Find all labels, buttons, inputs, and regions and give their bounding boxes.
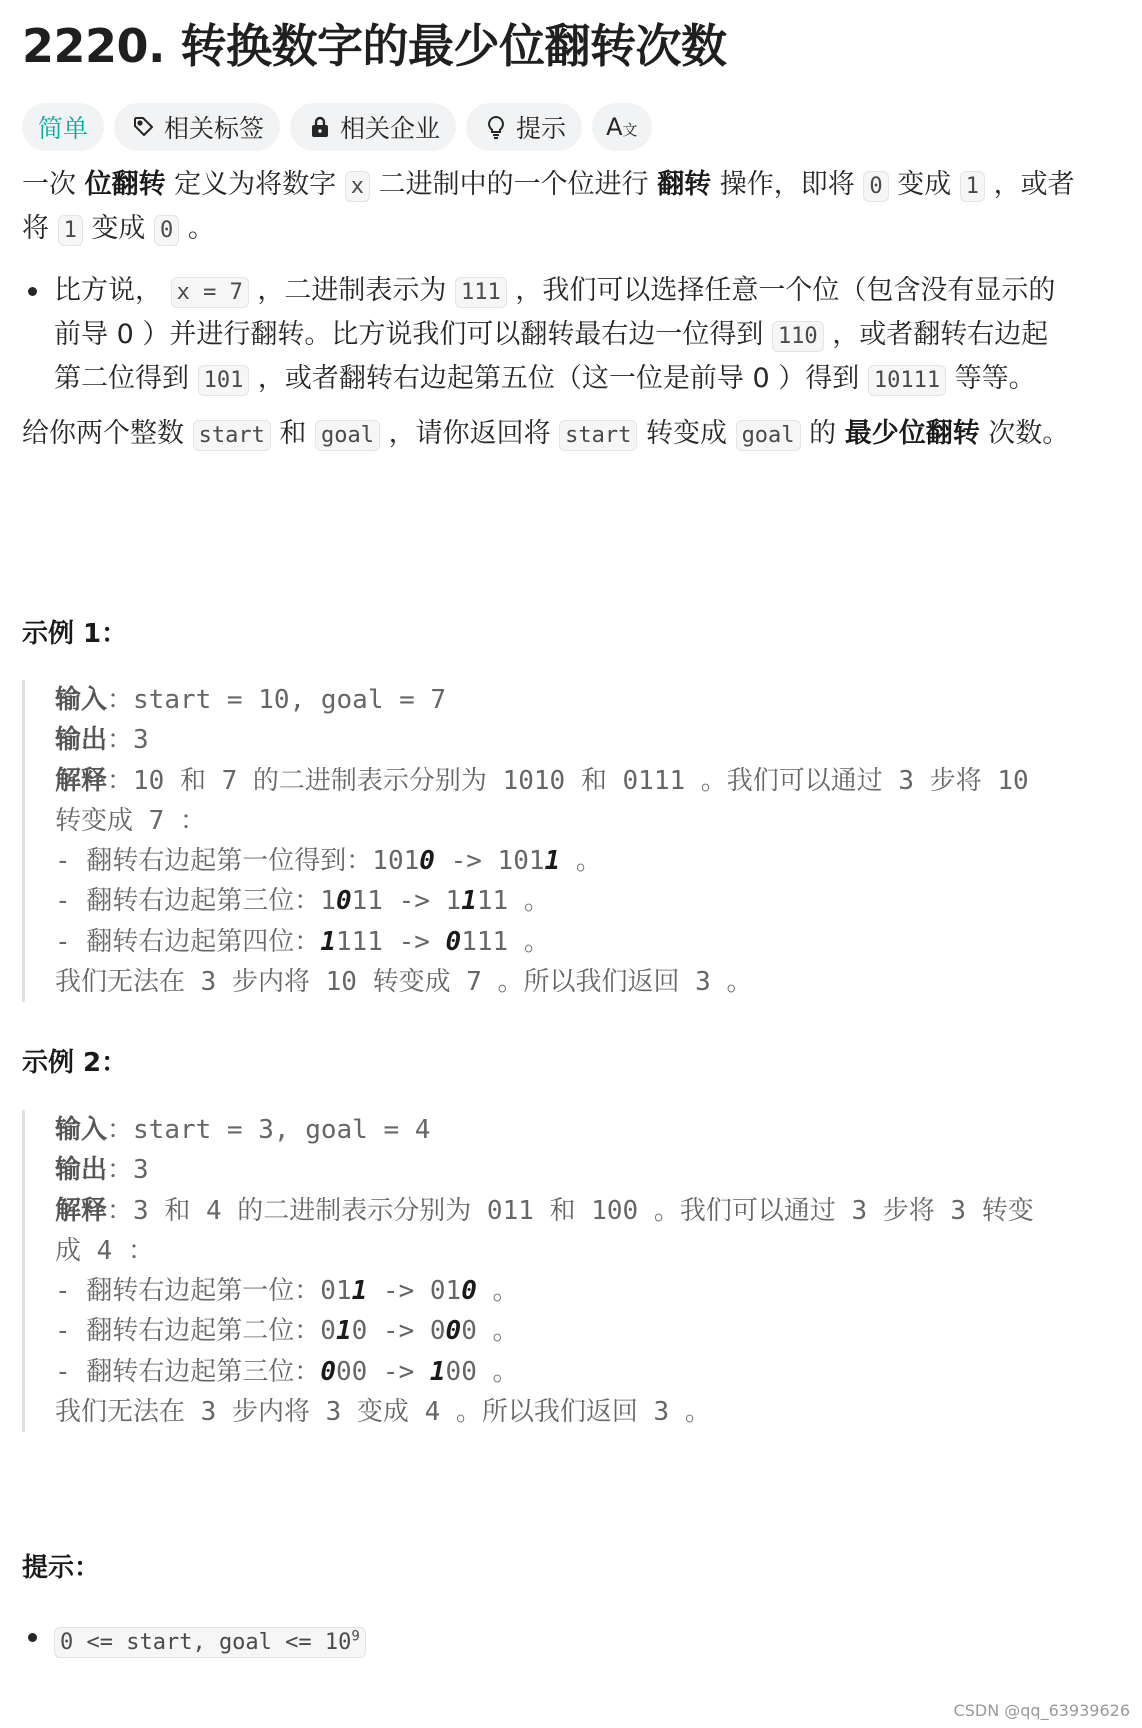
example-2-block — [22, 1110, 1122, 1432]
tag-bar — [22, 103, 652, 151]
translate-button[interactable] — [592, 103, 651, 151]
description-bullet-list — [22, 270, 1122, 402]
related-companies-label: 相关企业 — [340, 114, 441, 143]
list-item — [22, 1616, 1122, 1664]
example-1-block — [22, 680, 1122, 1002]
example-1-explanation: 解释：10 和 7 的二进制表示分别为 1010 和 0111 。我们可以通过 3 步将 10 — [55, 765, 1029, 796]
example-2-output: 输出：3 — [55, 1155, 149, 1186]
hint-button[interactable] — [466, 103, 582, 151]
example-1-step-3: - 翻转右边起第四位：1111 -> 0111 。 — [55, 926, 550, 957]
related-companies-button[interactable] — [290, 103, 456, 151]
constraint-code: 0 <= start, goal <= $10^9$ — [54, 1627, 366, 1658]
example-2-step-3: - 翻转右边起第三位：000 -> 100 。 — [55, 1356, 519, 1387]
translate-icon: A文 — [606, 113, 638, 141]
example-1-step-1: - 翻转右边起第一位得到：1010 -> 1011 。 — [55, 846, 602, 877]
lightbulb-icon — [482, 113, 510, 141]
related-tags-button[interactable] — [114, 103, 280, 151]
example-1-step-2: - 翻转右边起第三位：1011 -> 1111 。 — [55, 886, 550, 917]
difficulty-label: 简单 — [38, 114, 89, 143]
example-2-heading: 示例 2： — [22, 1048, 128, 1078]
example-2-explanation-cont: 成 4 ： — [55, 1235, 154, 1266]
watermark: CSDN @qq_63939626 — [953, 1701, 1130, 1720]
constraints-list — [22, 1616, 1122, 1664]
problem-title: 2220. 转换数字的最少位翻转次数 — [22, 19, 727, 73]
description-paragraph-1: 一次 位翻转 定义为将数字 x 二进制中的一个位进行 翻转 操作，即将 0 变成 1 ，或者 将 1 变成 0 。 — [22, 169, 1075, 244]
example-1-input: 输入：start = 10, goal = 7 — [55, 685, 447, 715]
example-2-input: 输入：start = 3, goal = 4 — [55, 1115, 431, 1145]
hint-label: 提示 — [516, 114, 567, 143]
list-item: 比方说， x = 7 ，二进制表示为 111 ，我们可以选择任意一个位（包含没有显示的 前导 0 ）并进行翻转。比方说我们可以翻转最右边一位得到 110 ，或者翻转右边起 第二位得到 101 ，或者翻转右边起第五位（这一位是前导 0 ）得到 10111 等等。 — [22, 270, 1122, 402]
example-2-explanation: 解释：3 和 4 的二进制表示分别为 011 和 100 。我们可以通过 3 步将 3 转变 — [55, 1195, 1034, 1226]
tag-icon — [130, 113, 158, 141]
lock-icon — [306, 113, 334, 141]
difficulty-badge[interactable] — [22, 103, 104, 151]
example-1-output: 输出：3 — [55, 725, 149, 756]
example-2-step-2: - 翻转右边起第二位：010 -> 000 。 — [55, 1316, 519, 1347]
example-2-conclusion: 我们无法在 3 步内将 3 变成 4 。所以我们返回 3 。 — [55, 1397, 711, 1428]
example-2-step-1: - 翻转右边起第一位：011 -> 010 。 — [55, 1276, 519, 1307]
example-1-explanation-cont: 转变成 7 ： — [55, 805, 206, 836]
related-tags-label: 相关标签 — [164, 114, 265, 143]
constraints-heading: 提示： — [22, 1553, 101, 1583]
example-1-conclusion: 我们无法在 3 步内将 10 转变成 7 。所以我们返回 3 。 — [55, 967, 753, 998]
description-paragraph-2: 给你两个整数 start 和 goal ，请你返回将 start 转变成 goal 的 最少位翻转 次数。 — [22, 418, 1070, 449]
example-1-heading: 示例 1： — [22, 619, 128, 649]
